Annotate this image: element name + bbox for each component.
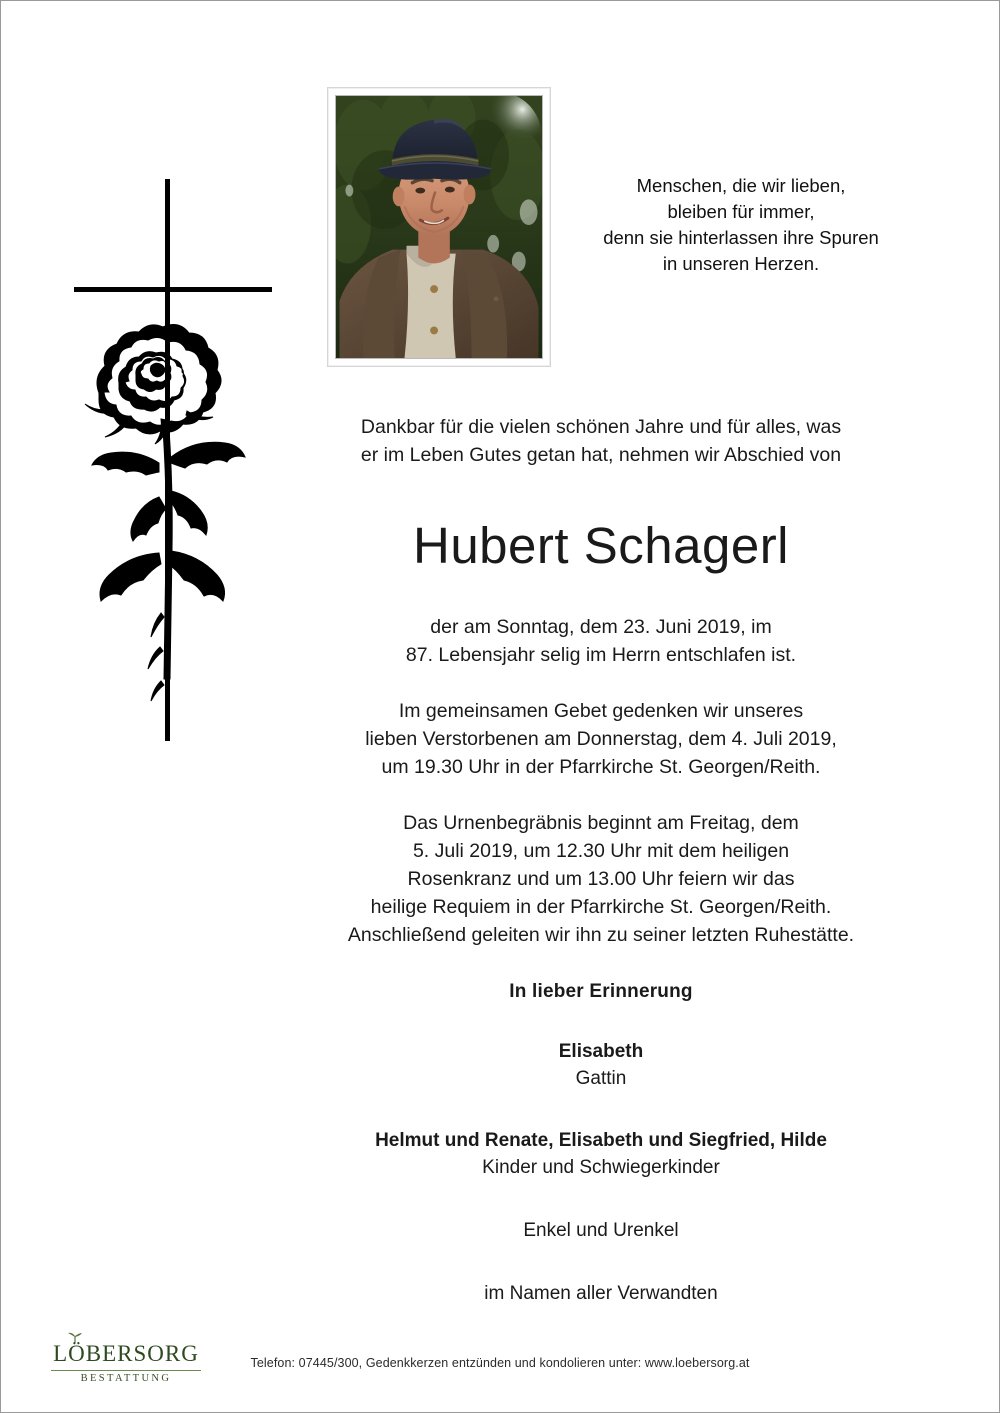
logo-divider	[51, 1370, 201, 1371]
leaf-sprig-icon	[67, 1332, 83, 1344]
burial-details	[291, 809, 911, 949]
logo-subtitle: BESTATTUNG	[80, 1373, 172, 1384]
memory-section	[291, 981, 911, 1307]
family-group	[291, 1039, 911, 1092]
burial-line: Rosenkranz und um 13.00 Uhr feiern wir das	[407, 868, 795, 890]
prayer-line: um 19.30 Uhr in der Pfarrkirche St. Georgen/Reith.	[381, 756, 821, 778]
burial-line: 5. Juli 2019, um 12.30 Uhr mit dem heiligen	[412, 840, 790, 862]
logo-wordmark: LÖBERSORG	[53, 1341, 199, 1367]
poem-line: bleiben für immer,	[667, 201, 815, 222]
family-names: Elisabeth	[558, 1041, 644, 1062]
burial-line: Das Urnenbegräbnis beginnt am Freitag, dem	[403, 812, 799, 834]
prayer-details	[291, 697, 911, 781]
family-line: Enkel und Urenkel	[523, 1220, 679, 1241]
footer-contact-text: Telefon: 07445/300, Gedenkkerzen entzünden und kondolieren unter: www.loebersorg.at	[250, 1356, 750, 1370]
cross-with-rose-illustration	[41, 161, 301, 771]
death-line: 87. Lebensjahr selig im Herrn entschlafen ist.	[405, 644, 797, 666]
family-names: Helmut und Renate, Elisabeth und Siegfried, Hilde	[375, 1130, 827, 1151]
main-text-column	[291, 413, 911, 949]
burial-line: Anschließend geleiten wir ihn zu seiner letzten Ruhestätte.	[347, 924, 855, 946]
prayer-line: Im gemeinsamen Gebet gedenken wir unseres	[398, 700, 804, 722]
poem-line: denn sie hinterlassen ihre Spuren	[603, 227, 879, 248]
burial-line: heilige Requiem in der Pfarrkirche St. Georgen/Reith.	[370, 896, 832, 918]
poem-line: in unseren Herzen.	[662, 253, 820, 274]
deceased-name: Hubert Schagerl	[412, 517, 790, 574]
intro-line: Dankbar für die vielen schönen Jahre und für alles, was	[360, 416, 842, 438]
family-group	[291, 1128, 911, 1181]
family-relation: Kinder und Schwiegerkinder	[482, 1157, 720, 1178]
poem-block	[521, 173, 961, 277]
intro-block	[291, 413, 911, 469]
death-details	[291, 613, 911, 669]
family-relation: Gattin	[575, 1068, 627, 1089]
death-line: der am Sonntag, dem 23. Juni 2019, im	[430, 616, 772, 638]
portrait-photo	[335, 95, 543, 359]
memory-title: In lieber Erinnerung	[509, 981, 693, 1002]
intro-line: er im Leben Gutes getan hat, nehmen wir Abschied von	[360, 444, 842, 466]
family-line: im Namen aller Verwandten	[484, 1283, 718, 1304]
poem-line: Menschen, die wir lieben,	[636, 175, 846, 196]
prayer-line: lieben Verstorbenen am Donnerstag, dem 4. Juli 2019,	[365, 728, 837, 750]
portrait-frame	[327, 87, 551, 367]
